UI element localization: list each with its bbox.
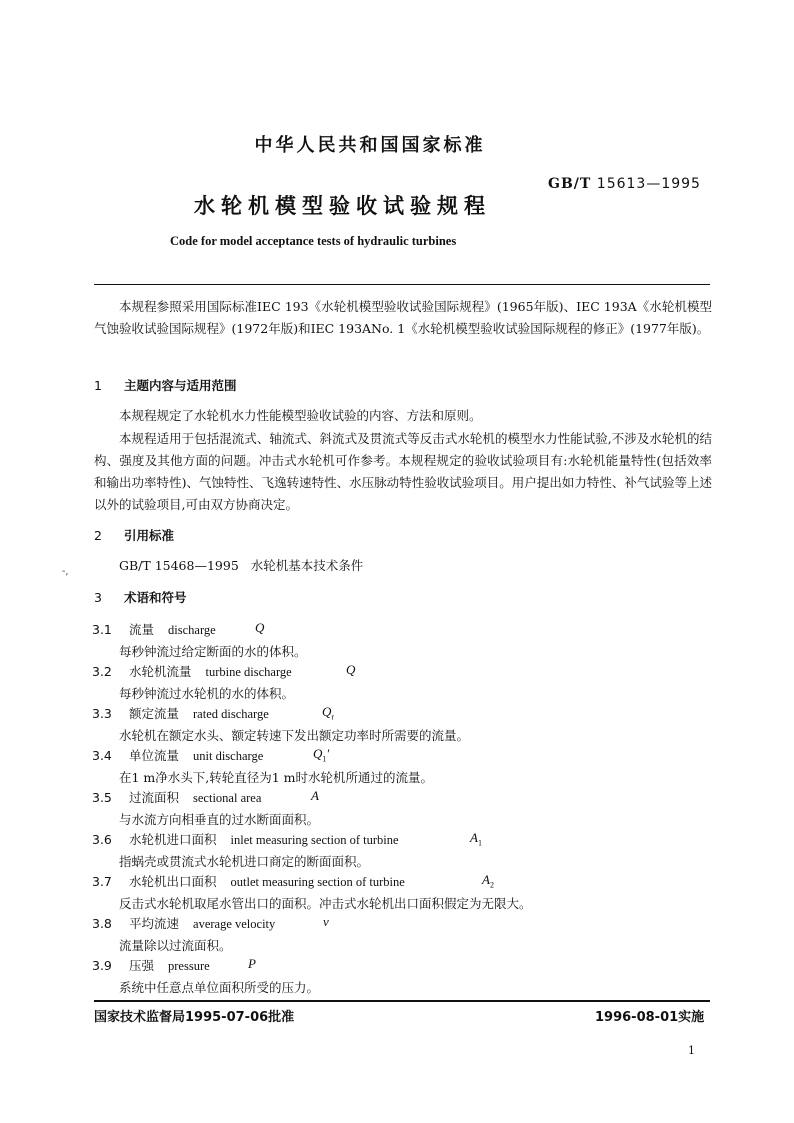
effective-date: 1996-08-01实施 xyxy=(595,1010,705,1025)
footer-rule xyxy=(94,1000,710,1002)
section-title: 主题内容与适用范围 xyxy=(124,378,237,393)
term-name-cn: 单位流量 xyxy=(129,748,180,763)
term-name-cn: 额定流量 xyxy=(129,706,180,721)
term-name-en: discharge xyxy=(168,623,216,637)
section-number: 2 xyxy=(94,528,102,543)
ref-code: GB/T 15468—1995 xyxy=(119,558,239,573)
term-row xyxy=(92,914,275,932)
term-symbol: v xyxy=(323,914,329,929)
issued-by: 国家技术监督局1995-07-06批准 xyxy=(94,1010,295,1025)
term-definition: 与水流方向相垂直的过水断面面积。 xyxy=(119,812,320,827)
document-title-en: Code for model acceptance tests of hydraulic turbines xyxy=(170,234,457,248)
term-name-cn: 压强 xyxy=(129,958,155,973)
term-number: 3.8 xyxy=(92,916,112,931)
term-name-cn: 水轮机出口面积 xyxy=(129,874,217,889)
term-definition: 系统中任意点单位面积所受的压力。 xyxy=(119,980,320,995)
term-row xyxy=(92,620,216,638)
term-definition: 在1 m净水头下,转轮直径为1 m时水轮机所通过的流量。 xyxy=(119,770,434,785)
term-number: 3.3 xyxy=(92,706,112,721)
term-number: 3.9 xyxy=(92,958,112,973)
term-number: 3.1 xyxy=(92,622,112,637)
term-definition: 水轮机在额定水头、额定转速下发出额定功率时所需要的流量。 xyxy=(119,728,470,743)
intro-paragraph: 本规程参照采用国际标准IEC 193《水轮机模型验收试验国际规程》(1965年版)、IEC 193A《水轮机模型气蚀验收试验国际规程》(1972年版)和IEC 193ANo. 1《水轮机模型验收试验国际规程的修正》(1977年版)。 xyxy=(94,299,712,336)
term-row xyxy=(92,956,210,974)
section-3-heading xyxy=(94,588,187,606)
term-row xyxy=(92,830,399,848)
term-name-cn: 流量 xyxy=(129,622,155,637)
term-name-en: turbine discharge xyxy=(205,665,292,679)
term-number: 3.5 xyxy=(92,790,112,805)
term-name-cn: 水轮机进口面积 xyxy=(129,832,217,847)
term-symbol: A xyxy=(311,788,319,803)
term-name-en: outlet measuring section of turbine xyxy=(230,875,405,889)
term-name-en: rated discharge xyxy=(193,707,269,721)
term-name-en: pressure xyxy=(168,959,210,973)
term-row xyxy=(92,872,405,890)
section-title: 术语和符号 xyxy=(124,590,187,605)
standard-prefix: GB/T xyxy=(548,176,592,192)
term-name-en: sectional area xyxy=(193,791,262,805)
term-name-en: unit discharge xyxy=(193,749,264,763)
margin-mark: -, xyxy=(62,566,69,577)
page-number: 1 xyxy=(688,1044,695,1057)
section-1-heading xyxy=(94,376,237,394)
term-row xyxy=(92,746,263,764)
term-name-en: inlet measuring section of turbine xyxy=(230,833,399,847)
section-1-paragraph-2: 本规程适用于包括混流式、轴流式、斜流式及贯流式等反击式水轮机的模型水力性能试验,不涉及水轮机的结构、强度及其他方面的问题。冲击式水轮机可作参考。本规程规定的验收试验项目有:水轮机能量特性(包括效率和输出功率特性)、气蚀特性、飞逸转速特性、水压脉动特性验收试验项目。用户提出如力特性、补气试验等上述以外的试验项目,可由双方协商决定。 xyxy=(94,431,712,512)
ref-title: 水轮机基本技术条件 xyxy=(250,558,364,573)
term-definition: 每秒钟流过给定断面的水的体积。 xyxy=(119,644,307,659)
term-number: 3.6 xyxy=(92,832,112,847)
term-definition: 每秒钟流过水轮机的水的体积。 xyxy=(119,686,295,701)
term-symbol: P xyxy=(248,956,256,971)
section-number: 3 xyxy=(94,590,102,605)
section-1-paragraph-1: 本规程规定了水轮机水力性能模型验收试验的内容、方法和原则。 xyxy=(119,408,482,423)
term-row xyxy=(92,788,261,806)
section-title: 引用标准 xyxy=(124,528,175,543)
term-symbol: $A_2$ xyxy=(482,872,494,890)
term-symbol: $Q_r$ xyxy=(322,704,335,722)
standard-number xyxy=(548,176,701,192)
term-symbol: Q xyxy=(346,662,356,677)
section-number: 1 xyxy=(94,378,102,393)
term-number: 3.7 xyxy=(92,874,112,889)
term-row xyxy=(92,704,269,722)
term-symbol: $A_1$ xyxy=(470,830,482,848)
term-name-cn: 水轮机流量 xyxy=(129,664,192,679)
term-symbol: Q xyxy=(255,620,265,635)
term-name-cn: 平均流速 xyxy=(129,916,180,931)
term-name-en: average velocity xyxy=(193,917,276,931)
document-title-cn: 水轮机模型验收试验规程 xyxy=(194,194,491,218)
term-definition: 指蜗壳或贯流式水轮机进口商定的断面面积。 xyxy=(119,854,370,869)
term-definition: 反击式水轮机取尾水管出口的面积。冲击式水轮机出口面积假定为无限大。 xyxy=(119,896,532,911)
term-number: 3.4 xyxy=(92,748,112,763)
header-rule xyxy=(94,284,710,285)
term-row xyxy=(92,662,292,680)
term-symbol: $Q_1'$ xyxy=(313,746,330,764)
org-title: 中华人民共和国国家标准 xyxy=(254,135,486,156)
term-definition: 流量除以过流面积。 xyxy=(119,938,232,953)
referenced-standard xyxy=(119,556,363,574)
standard-number-value: 15613—1995 xyxy=(596,176,701,192)
term-number: 3.2 xyxy=(92,664,112,679)
section-2-heading xyxy=(94,526,174,544)
term-name-cn: 过流面积 xyxy=(129,790,180,805)
